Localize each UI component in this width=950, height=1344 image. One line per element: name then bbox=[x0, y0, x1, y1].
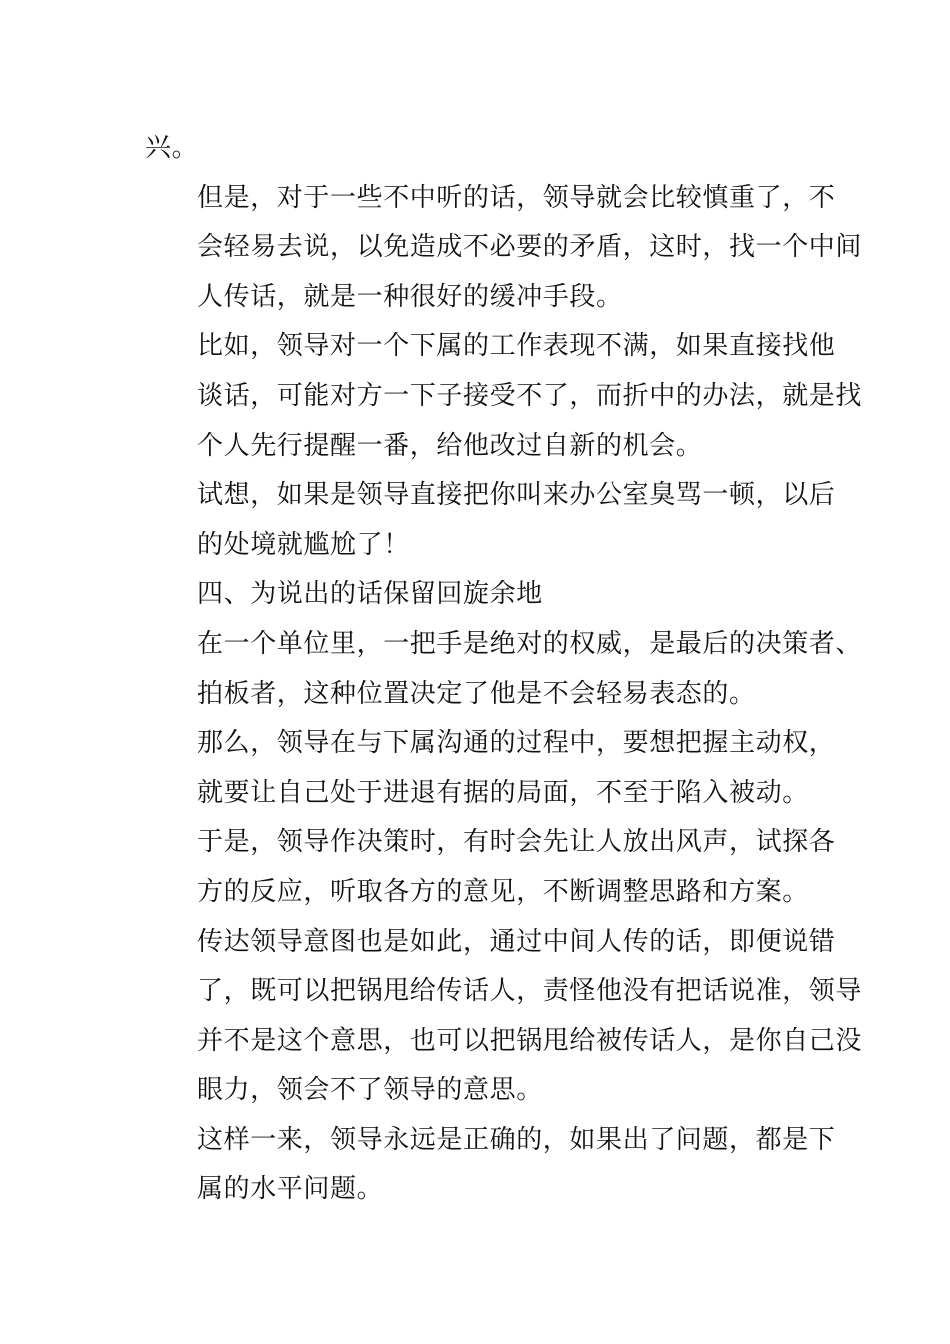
text-line: 那么，领导在与下属沟通的过程中，要想把握主动权， bbox=[197, 728, 836, 759]
paragraph bbox=[145, 1116, 836, 1215]
paragraph bbox=[145, 620, 863, 719]
document-body bbox=[145, 124, 863, 1215]
paragraph bbox=[145, 570, 810, 620]
text-line: 会轻易去说，以免造成不必要的矛盾，这时，找一个中间 bbox=[197, 232, 863, 263]
text-line: 兴。 bbox=[145, 133, 199, 163]
text-line: 了，既可以把锅甩给传话人，责怪他没有把话说准，领导 bbox=[197, 976, 863, 1007]
text-line: 个人先行提醒一番，给他改过自新的机会。 bbox=[197, 430, 703, 461]
paragraph bbox=[145, 818, 836, 917]
paragraph bbox=[145, 322, 863, 471]
text-line: 试想，如果是领导直接把你叫来办公室臭骂一顿，以后 bbox=[197, 480, 836, 511]
text-line: 这样一来，领导永远是正确的，如果出了问题，都是下 bbox=[197, 1124, 836, 1155]
paragraph bbox=[145, 124, 810, 174]
text-line: 于是，领导作决策时，有时会先让人放出风声，试探各 bbox=[197, 827, 836, 858]
text-line: 比如，领导对一个下属的工作表现不满，如果直接找他 bbox=[197, 331, 836, 362]
text-line: 谈话，可能对方一下子接受不了，而折中的办法，就是找 bbox=[197, 380, 863, 411]
text-line: 眼力，领会不了领导的意思。 bbox=[197, 1075, 543, 1106]
text-line: 的处境就尴尬了！ bbox=[197, 529, 410, 560]
text-line: 方的反应，听取各方的意见，不断调整思路和方案。 bbox=[197, 876, 809, 907]
text-line: 属的水平问题。 bbox=[197, 1174, 384, 1205]
text-line: 并不是这个意思，也可以把锅甩给被传话人，是你自己没 bbox=[197, 1025, 863, 1056]
paragraph bbox=[145, 174, 863, 323]
text-line: 就要让自己处于进退有据的局面，不至于陷入被动。 bbox=[197, 777, 809, 808]
text-line: 拍板者，这种位置决定了他是不会轻易表态的。 bbox=[197, 678, 756, 709]
text-line: 在一个单位里，一把手是绝对的权威，是最后的决策者、 bbox=[197, 628, 863, 659]
paragraph bbox=[145, 719, 836, 818]
text-line: 传达领导意图也是如此，通过中间人传的话，即便说错 bbox=[197, 926, 836, 957]
text-line: 但是，对于一些不中听的话，领导就会比较慎重了，不 bbox=[197, 182, 836, 213]
paragraph bbox=[145, 918, 863, 1116]
text-line: 人传话，就是一种很好的缓冲手段。 bbox=[197, 281, 623, 312]
paragraph bbox=[145, 471, 836, 570]
text-line: 四、为说出的话保留回旋余地 bbox=[197, 579, 543, 610]
